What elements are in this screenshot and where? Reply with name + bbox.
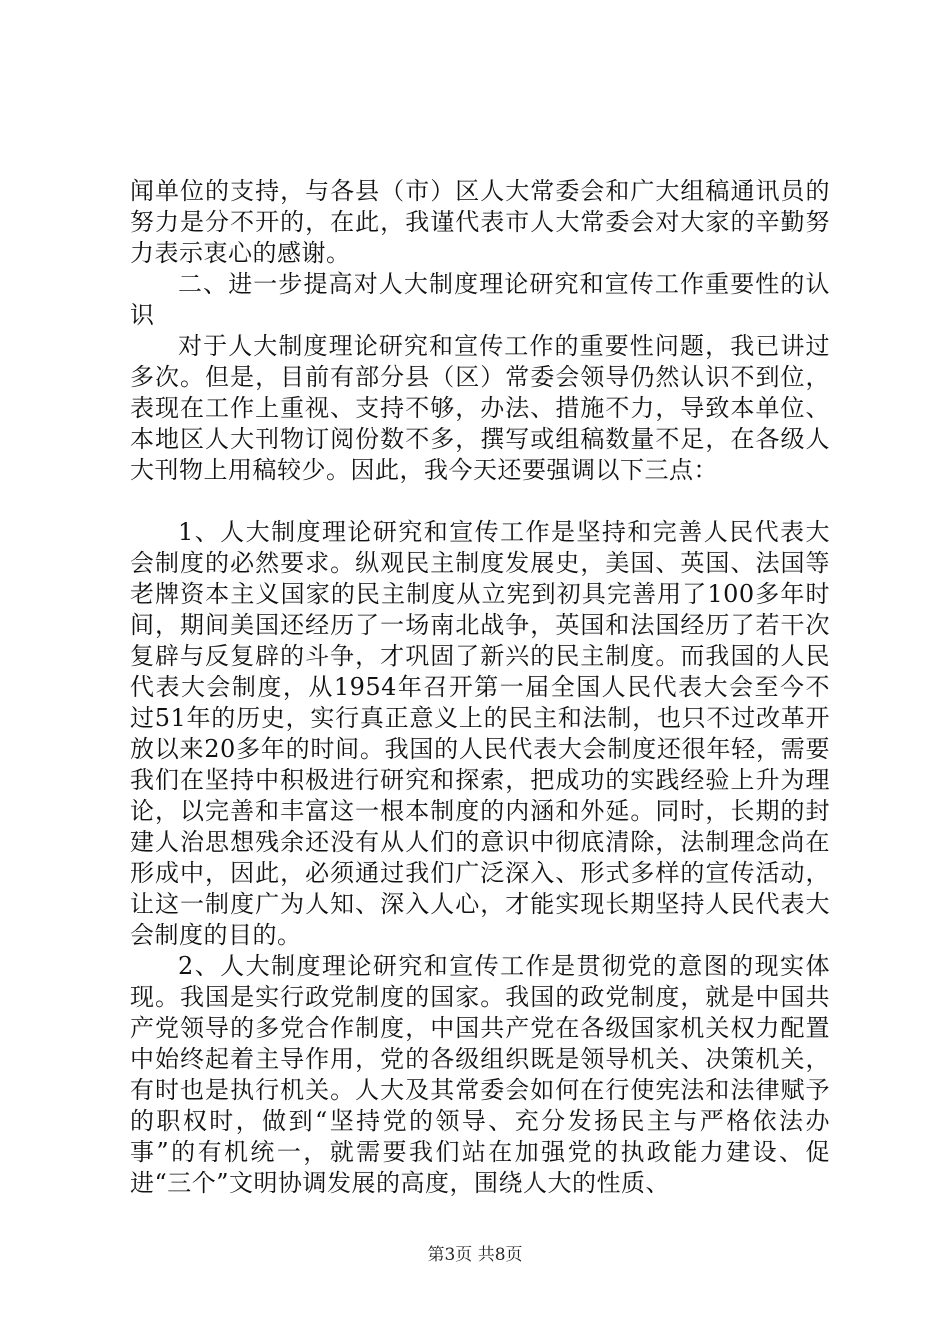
page-number-footer: 第3页 共8页 xyxy=(427,1245,523,1265)
paragraph-point-one: 1、人大制度理论研究和宣传工作是坚持和完善人民代表大会制度的必然要求。纵观民主制度发展史，美国、英国、法国等老牌资本主义国家的民主制度从立宪到初具完善用了100多年时间，期间美国还经历了一场南北战争，英国和法国经历了若干次复辟与反复辟的斗争，才巩固了新兴的民主制度。而我国的人民代表大会制度，从1954年召开第一届全国人民代表大会至今不过51年的历史，实行真正意义上的民主和法制，也只不过改革开放以来20多年的时间。我国的人民代表大会制度还很年轻，需要我们在坚持中积极进行研究和探索，把成功的实践经验上升为理论，以完善和丰富这一根本制度的内涵和外延。同时，长期的封建人治思想残余还没有从人们的意识中彻底清除，法制理念尚在形成中，因此，必须通过我们广泛深入、形式多样的宣传活动，让这一制度广为人知、深入人心，才能实现长期坚持人民代表大会制度的目的。 xyxy=(130,518,830,949)
document-body xyxy=(130,176,830,1199)
paragraph-continuation: 闻单位的支持，与各县（市）区人大常委会和广大组稿通讯员的努力是分不开的，在此，我谨代表市人大常委会对大家的辛勤努力表示衷心的感谢。 xyxy=(130,177,830,267)
paragraph-importance: 对于人大制度理论研究和宣传工作的重要性问题，我已讲过多次。但是，目前有部分县（区）常委会领导仍然认识不到位，表现在工作上重视、支持不够，办法、措施不力，导致本单位、本地区人大刊物订阅份数不多，撰写或组稿数量不足，在各级人大刊物上用稿较少。因此，我今天还要强调以下三点： xyxy=(130,332,830,484)
paragraph-point-two: 2、人大制度理论研究和宣传工作是贯彻党的意图的现实体现。我国是实行政党制度的国家。我国的政党制度，就是中国共产党领导的多党合作制度，中国共产党在各级国家机关权力配置中始终起着主导作用，党的各级组织既是领导机关、决策机关，有时也是执行机关。人大及其常委会如何在行使宪法和法律赋予的职权时，做到“坚持党的领导、充分发扬民主与严格依法办事”的有机统一，就需要我们站在加强党的执政能力建设、促进“三个”文明协调发展的高度，围绕人大的性质、 xyxy=(130,952,830,1197)
section-heading-two: 二、进一步提高对人大制度理论研究和宣传工作重要性的认识 xyxy=(130,270,830,329)
blank-line xyxy=(130,486,830,517)
